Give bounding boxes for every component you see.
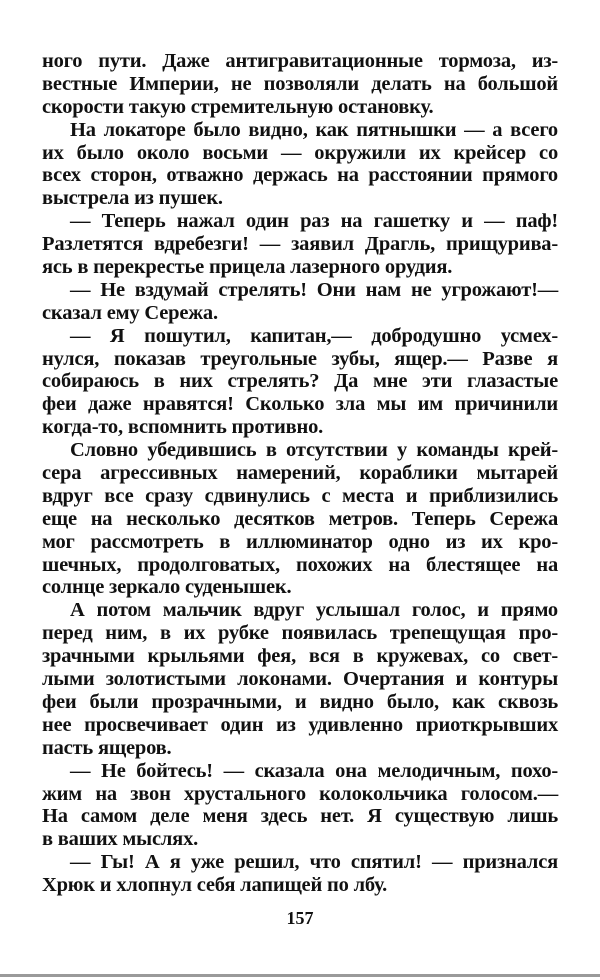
paragraph	[42, 439, 558, 599]
text-line: сера агрессивных намерений, кораблики мытарей	[42, 462, 558, 485]
text-line: А потом мальчик вдруг услышал голос, и прямо	[70, 599, 558, 622]
text-line: Словно убедившись в отсутствии у команды крей-	[70, 439, 558, 462]
paragraph	[42, 279, 558, 325]
text-line: На самом деле меня здесь нет. Я существую лишь	[42, 805, 558, 828]
paragraph	[42, 50, 558, 119]
bottom-edge-rule	[0, 974, 600, 977]
text-line: лыми золотистыми локонами. Очертания и контуры	[42, 668, 558, 691]
text-line: зрачными крыльями фея, вся в кружевах, со свет-	[42, 645, 558, 668]
text-line: шечных, продолговатых, похожих на блестящее на	[42, 553, 558, 576]
text-line: когда-то, вспомнить противно.	[42, 416, 324, 439]
text-line: — Не бойтесь! — сказала она мелодичным, похо-	[70, 759, 558, 782]
text-line: вестные Империи, не позволяли делать на большой	[42, 72, 558, 95]
text-line: скорости такую стремительную остановку.	[42, 95, 434, 118]
paragraph	[42, 119, 558, 211]
book-page-text	[42, 50, 558, 897]
text-line: нулся, показав треугольные зубы, ящер.— Разве я	[42, 347, 558, 370]
text-line: пасть ящеров.	[42, 736, 172, 759]
text-line: выстрела из пушек.	[42, 187, 223, 210]
text-line: сказал ему Сережа.	[42, 301, 218, 324]
text-line: мог рассмотреть в иллюминатор одно из их кро-	[42, 530, 558, 553]
text-line: — Не вздумай стрелять! Они нам не угрожают!—	[70, 278, 558, 301]
text-line: феи были прозрачными, и видно было, как сквозь	[42, 690, 558, 713]
text-line: ного пути. Даже антигравитационные тормоза, из-	[42, 50, 558, 72]
paragraph	[42, 325, 558, 439]
text-line: Хрюк и хлопнул себя лапищей по лбу.	[42, 874, 388, 897]
text-line: — Гы! А я уже решил, что спятил! — признался	[70, 851, 558, 874]
text-line: жим на звон хрустального колокольчика голосом.—	[42, 782, 558, 805]
text-line: всех сторон, отважно держась на расстоянии прямого	[42, 164, 558, 187]
text-line: собираюсь в них стрелять? Да мне эти глазастые	[42, 370, 558, 393]
text-line: ясь в перекрестье прицела лазерного орудия.	[42, 256, 453, 279]
text-line: — Я пошутил, капитан,— добродушно усмех-	[70, 324, 558, 347]
text-line: вдруг все сразу сдвинулись с места и приблизились	[42, 484, 558, 507]
text-line: — Теперь нажал один раз на гашетку и — паф!	[70, 210, 558, 233]
text-line: солнце зеркало суденышек.	[42, 576, 292, 599]
paragraph	[42, 210, 558, 279]
paragraph	[42, 760, 558, 852]
text-line: На локаторе было видно, как пятнышки — а всего	[70, 118, 558, 141]
page-number: 157	[286, 908, 314, 928]
text-line: еще на несколько десятков метров. Теперь Сережа	[42, 507, 558, 530]
paragraph	[42, 599, 558, 759]
text-line: нее просвечивает один из удивленно приоткрывших	[42, 713, 558, 736]
text-line: Разлетятся вдребезги! — заявил Драгль, прищурива-	[42, 233, 558, 256]
text-line: их было около восьми — окружили их крейсер со	[42, 141, 558, 164]
text-line: феи даже нравятся! Сколько зла мы им причинили	[42, 393, 558, 416]
text-line: в ваших мыслях.	[42, 828, 199, 851]
text-line: перед ним, в их рубке появилась трепещущая про-	[42, 622, 558, 645]
paragraph	[42, 851, 558, 897]
